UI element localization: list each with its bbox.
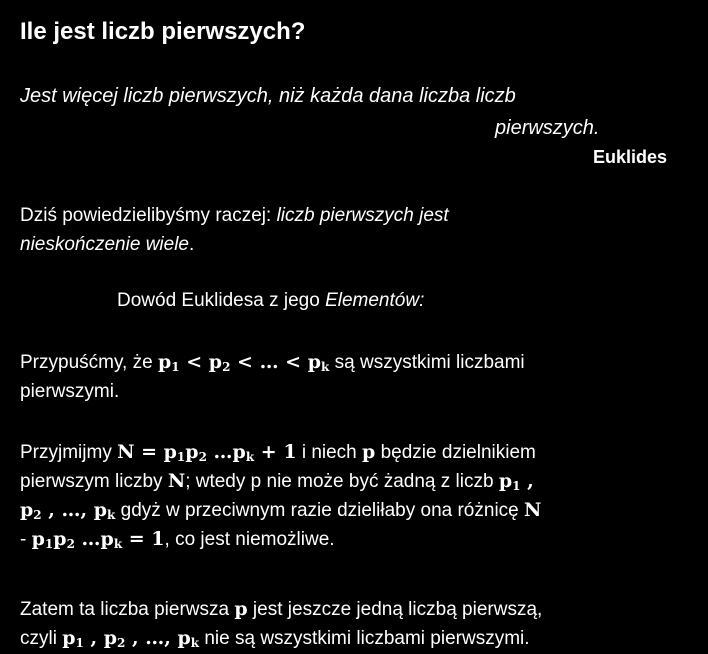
formula-N-definition: $N = p_1p_2$ $\dots p_k + 1$ <box>117 441 297 464</box>
formula-p: p <box>362 441 376 463</box>
construction-mid2: będzie dzielnikiem <box>375 442 536 463</box>
formula-N: N <box>167 470 186 492</box>
intro-italic-2: nieskończenie wiele <box>20 234 189 255</box>
formula-p1: $p_1$ , <box>498 470 534 493</box>
paragraph-conclusion <box>20 595 542 653</box>
formula-difference: $p_1p_2$ $\dots p_k = 1$ <box>31 528 165 551</box>
proof-heading-text: Dowód Euklidesa z jego <box>117 290 326 311</box>
conclusion-line1b: jest jeszcze jedną liczbą pierwszą, <box>247 599 543 620</box>
construction-line3: gdyż w przeciwnym razie dzieliłaby ona różnicę <box>115 500 525 521</box>
construction-line4a: - <box>20 529 32 550</box>
conclusion-line1a: Zatem ta liczba pierwsza <box>20 599 235 620</box>
formula-p-2: p <box>234 598 248 620</box>
conclusion-line2a: czyli <box>20 628 63 649</box>
quote-line-2: pierwszych. <box>495 117 600 139</box>
paragraph-assumption <box>20 348 525 406</box>
proof-heading <box>117 286 424 315</box>
assumption-end: są wszystkimi liczbami <box>329 352 525 373</box>
quote-author: Euklides <box>593 147 668 167</box>
construction-line2b: ; wtedy p nie może być żadną z liczb <box>185 471 499 492</box>
intro-italic-1: liczb pierwszych jest <box>276 205 449 226</box>
intro-end: . <box>189 234 195 255</box>
formula-p2-pk: $p_2$ , …, $p_k$ <box>20 499 116 522</box>
proof-heading-italic: Elementów: <box>325 290 425 311</box>
paragraph-intro <box>20 201 449 259</box>
quote-line-1: Jest więcej liczb pierwszych, niż każda dana liczba liczb <box>20 85 516 107</box>
construction-line4b: , co jest niemożliwe. <box>164 529 335 550</box>
intro-text: Dziś powiedzielibyśmy raczej: <box>20 205 277 226</box>
paragraph-construction <box>20 438 541 554</box>
formula-prime-list: $p_1$ , $p_2$ , …, $p_k$ <box>62 627 200 650</box>
assumption-start: Przypuśćmy, że <box>20 352 158 373</box>
construction-start: Przyjmijmy <box>20 442 118 463</box>
formula-N-2: N <box>524 499 542 521</box>
page-title: Ile jest liczb pierwszych? <box>20 18 306 45</box>
formula-ordered-primes: $p_1 < p_2$ < … < $p_k$ <box>157 351 330 374</box>
construction-mid1: i niech <box>296 442 363 463</box>
construction-line2a: pierwszym liczby <box>20 471 168 492</box>
conclusion-line2b: nie są wszystkimi liczbami pierwszymi. <box>199 628 530 649</box>
assumption-line-2: pierwszymi. <box>20 381 120 402</box>
